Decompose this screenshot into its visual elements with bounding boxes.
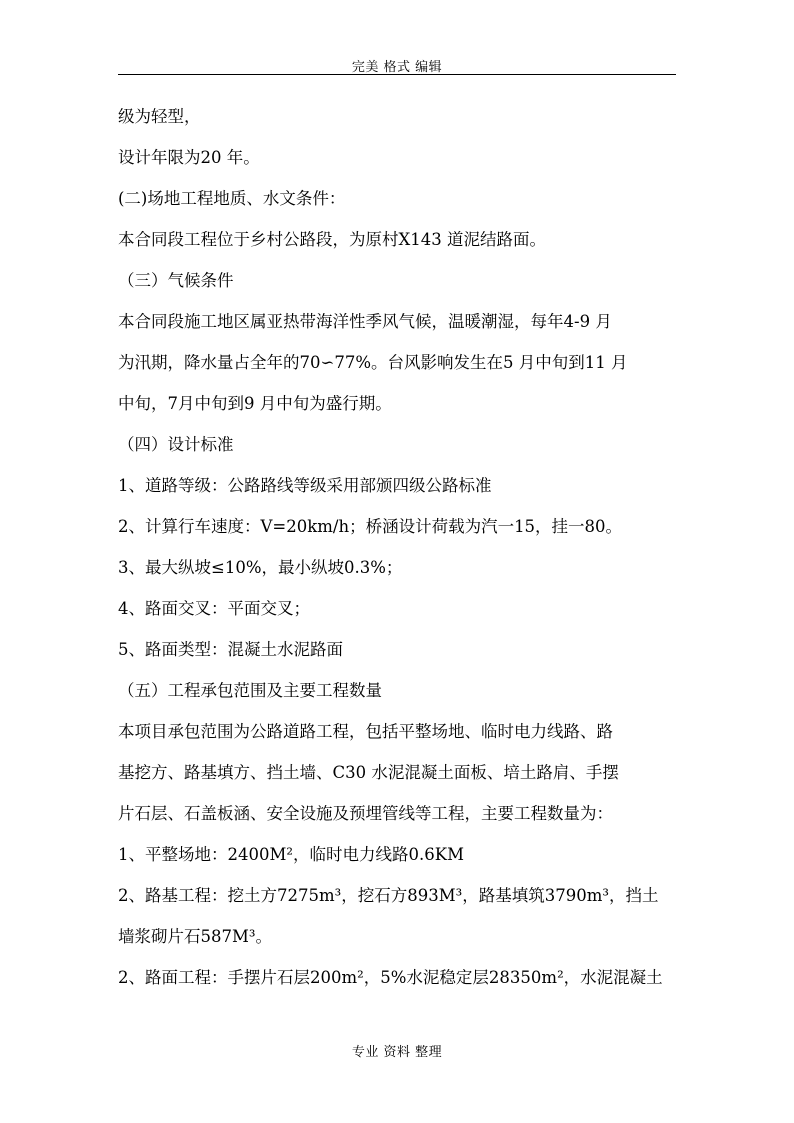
text-line: 片石层、石盖板涵、安全设施及预埋管线等工程，主要工程数量为： <box>118 804 613 823</box>
section-heading: （四）设计标准 <box>118 435 234 454</box>
text-line: 设计年限为20 年。 <box>118 148 260 167</box>
text-line: 中旬，7月中旬到9 月中旬为盛行期。 <box>118 394 392 413</box>
page-header: 完美 格式 编辑 <box>351 60 443 75</box>
section-heading: （三）气候条件 <box>118 271 234 290</box>
text-line: 基挖方、路基填方、挡土墙、C30 水泥混凝土面板、培土路肩、手摆 <box>118 763 619 782</box>
list-item: 2、计算行车速度：V=20km/h；桥涵设计荷载为汽一15，挂一80。 <box>118 517 623 536</box>
list-item: 2、路基工程：挖土方7275m³，挖石方893M³，路基填筑3790m³，挡土 <box>118 886 659 905</box>
list-item: 1、平整场地：2400M²，临时电力线路0.6KM <box>118 845 464 864</box>
text-line: 为汛期，降水量占全年的70∽77%。台风影响发生在5 月中旬到11 月 <box>118 353 628 372</box>
list-item: 3、最大纵坡≤10%，最小纵坡0.3%； <box>118 558 403 577</box>
document-body <box>118 96 680 998</box>
list-item: 1、道路等级：公路路线等级采用部颁四级公路标准 <box>118 476 492 495</box>
text-line: 本合同段施工地区属亚热带海洋性季风气候，温暖潮湿，每年4-9 月 <box>118 312 612 331</box>
section-heading: （五）工程承包范围及主要工程数量 <box>118 681 382 700</box>
list-item: 4、路面交叉：平面交叉； <box>118 599 310 618</box>
text-line: 级为轻型， <box>118 107 201 126</box>
text-line: 本合同段工程位于乡村公路段，为原村X143 道泥结路面。 <box>118 230 546 249</box>
text-line: 本项目承包范围为公路道路工程，包括平整场地、临时电力线路、路 <box>118 722 613 741</box>
section-heading: (二)场地工程地质、水文条件： <box>118 189 346 208</box>
list-item: 2、路面工程：手摆片石层200m²，5%水泥稳定层28350m²，水泥混凝土 <box>118 968 663 987</box>
header-divider <box>118 74 676 75</box>
text-line: 墙浆砌片石587M³。 <box>118 927 273 946</box>
page-footer: 专业 资料 整理 <box>351 1045 443 1060</box>
list-item: 5、路面类型：混凝土水泥路面 <box>118 640 343 659</box>
